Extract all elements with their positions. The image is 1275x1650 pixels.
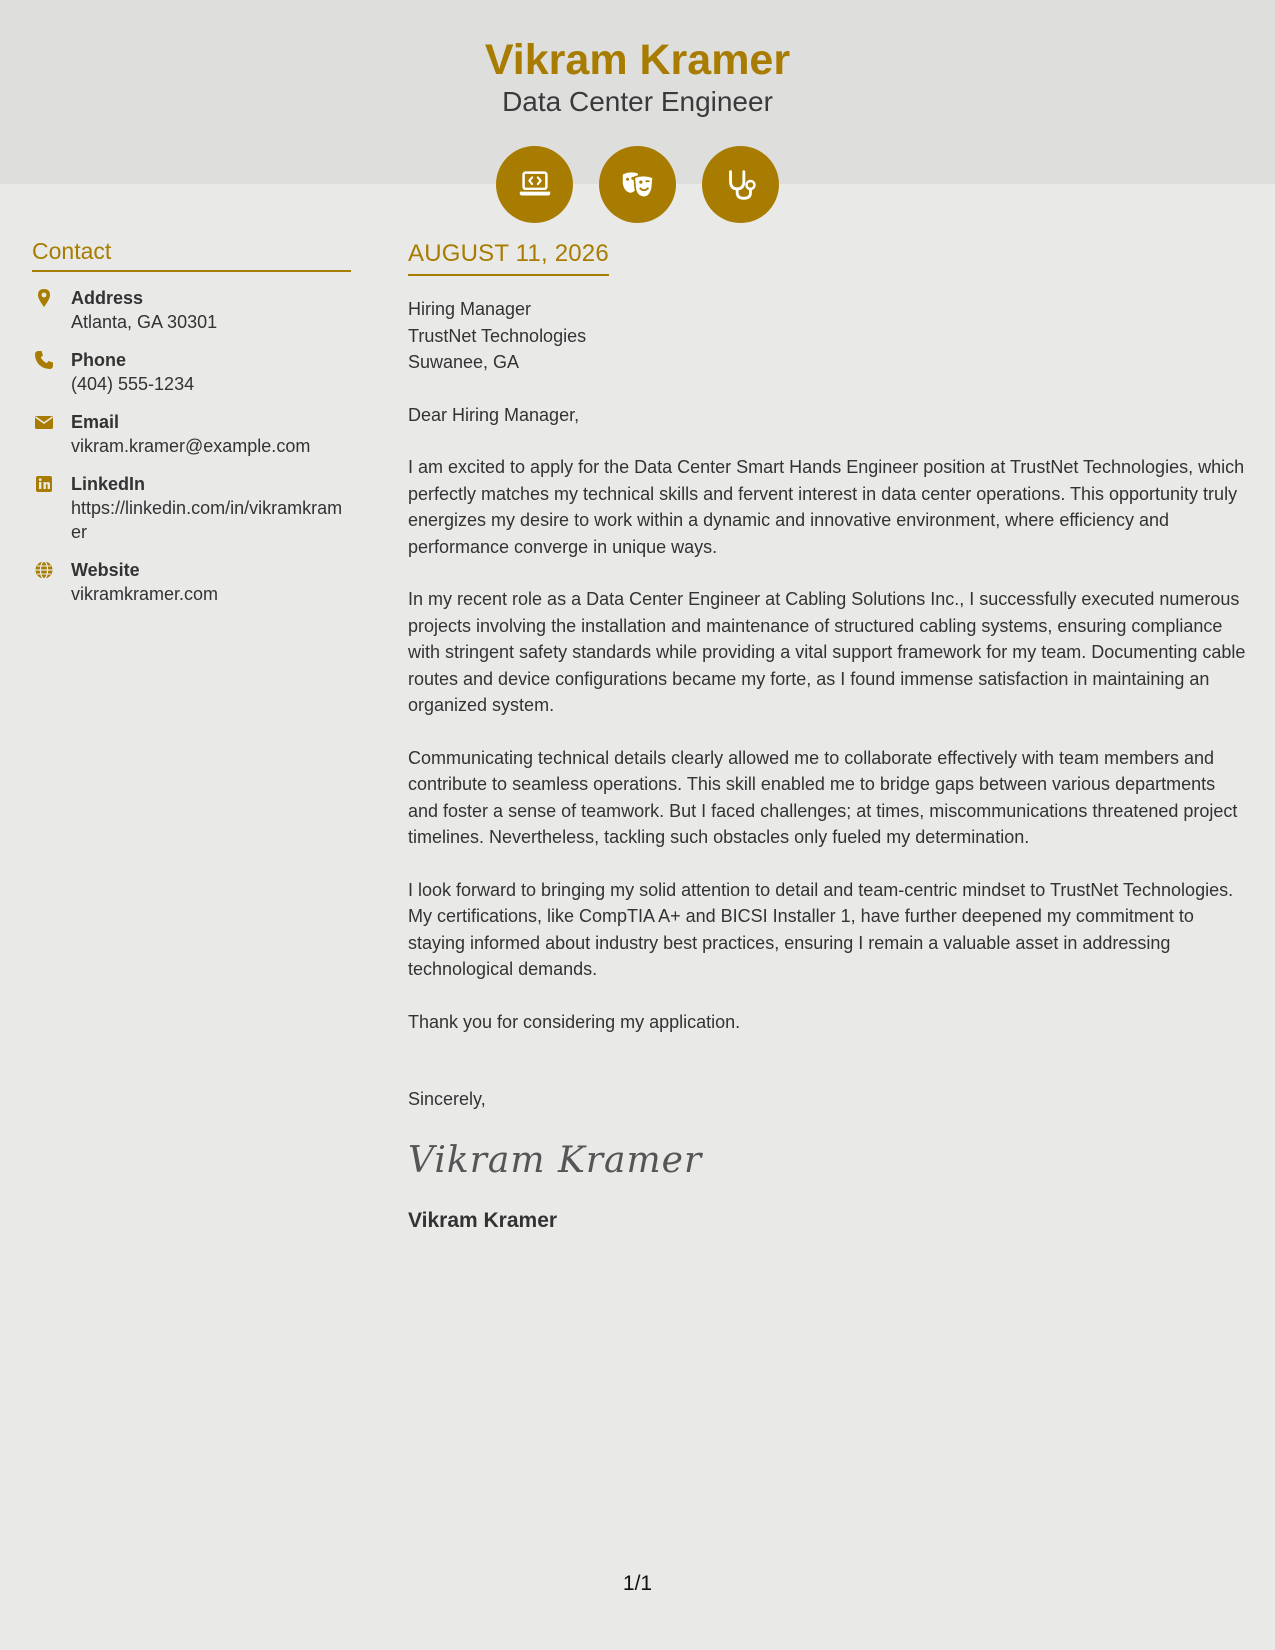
letter-paragraph: I am excited to apply for the Data Center Smart Hands Engineer position at TrustNet Technologies, which perfectly matches my technical skills and fervent interest in data center operations. This opportunity truly energizes my desire to work within a dynamic and innovative environment, where efficiency and performance converge in unique ways. xyxy=(408,457,1245,557)
contact-label: Website xyxy=(71,560,140,580)
contact-value: https://linkedin.com/in/vikramkramer xyxy=(71,498,343,542)
contact-label: LinkedIn xyxy=(71,474,146,494)
contact-value: vikramkramer.com xyxy=(71,584,219,604)
letter-paragraph: Thank you for considering my application. xyxy=(408,1011,741,1032)
phone-icon xyxy=(34,350,54,370)
letter-date: AUGUST 11, 2026 xyxy=(408,240,609,276)
applicant-title: Data Center Engineer xyxy=(502,86,773,117)
contact-value: vikram.kramer@example.com xyxy=(71,436,311,456)
contact-linkedin xyxy=(32,472,351,544)
recipient-line: Hiring Manager xyxy=(408,299,532,319)
signed-name: Vikram Kramer xyxy=(408,1209,558,1232)
contact-email xyxy=(32,410,351,458)
applicant-name: Vikram Kramer xyxy=(484,36,791,84)
handwritten-signature: Vikram Kramer xyxy=(408,1140,703,1181)
stethoscope-icon xyxy=(702,146,779,223)
contact-address xyxy=(32,286,351,334)
contact-value: Atlanta, GA 30301 xyxy=(71,312,218,332)
globe-icon xyxy=(34,560,54,580)
contact-phone xyxy=(32,348,351,396)
linkedin-icon xyxy=(34,474,54,494)
envelope-icon xyxy=(34,412,54,432)
location-pin-icon xyxy=(34,288,54,308)
contact-website xyxy=(32,558,351,606)
recipient-line: Suwanee, GA xyxy=(408,352,520,372)
laptop-code-icon xyxy=(496,146,573,223)
letter-paragraph: Communicating technical details clearly allowed me to collaborate effectively with team members and contribute to seamless operations. This skill enabled me to bridge gaps between various departments and foster a sense of teamwork. But I faced challenges; at times, miscommunications threatened project timelines. Nevertheless, tackling such obstacles only fueled my determination. xyxy=(408,747,1238,847)
contact-label: Address xyxy=(71,288,144,308)
contact-heading: Contact xyxy=(32,238,351,272)
theater-masks-icon xyxy=(599,146,676,223)
contact-value: (404) 555-1234 xyxy=(71,374,195,394)
contact-sidebar xyxy=(32,238,351,606)
salutation: Dear Hiring Manager, xyxy=(408,404,580,425)
page-number: 1/1 xyxy=(622,1572,653,1595)
recipient-line: TrustNet Technologies xyxy=(408,325,587,346)
recipient-block xyxy=(408,296,1248,376)
letter-body xyxy=(408,240,1248,1233)
contact-label: Email xyxy=(71,412,120,432)
contact-label: Phone xyxy=(71,350,127,370)
letter-paragraph: In my recent role as a Data Center Engineer at Cabling Solutions Inc., I successfully executed numerous projects involving the installation and maintenance of structured cabling systems, ensuring compliance with stringent safety standards while providing a vital support framework for my team. Documenting cable routes and device configurations became my forte, as I found immense satisfaction in maintaining an organized system. xyxy=(408,589,1246,715)
letter-paragraph: I look forward to bringing my solid attention to detail and team-centric mindset to TrustNet Technologies. My certifications, like CompTIA A+ and BICSI Installer 1, have further deepened my commitment to staying informed about industry best practices, ensuring I remain a valuable asset in addressing technological demands. xyxy=(408,879,1234,979)
closing: Sincerely, xyxy=(408,1089,486,1109)
interest-icons xyxy=(496,146,779,223)
